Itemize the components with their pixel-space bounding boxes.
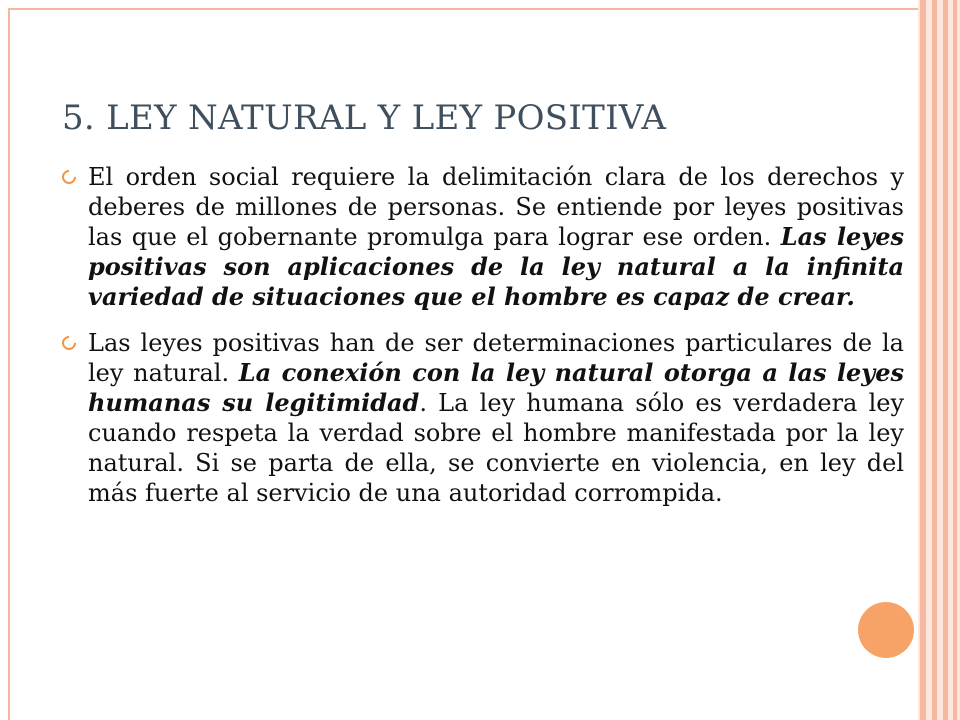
stripe-2 (932, 0, 937, 720)
decorative-accent-dot (858, 602, 914, 658)
stripe-1 (920, 0, 926, 720)
slide-title: 5. LEY NATURAL Y LEY POSITIVA (62, 98, 667, 138)
bullet-item-2 (62, 328, 904, 508)
slide-body (62, 162, 904, 524)
stripe-4 (953, 0, 957, 720)
bullet-2-text-b: . La ley humana sólo es verdadera ley cuando respeta la verdad sobre el hombre manifestada por la ley natural. Si se parta de ella, se convierte en violencia, en ley del más fuerte al servicio de una autoridad corrompida. (88, 389, 905, 507)
bullet-item-1 (62, 162, 904, 312)
decorative-stripes (918, 0, 960, 720)
open-circle-bullet-icon (59, 167, 79, 187)
bullet-2-text-a: Las leyes positivas han de ser determinaciones particulares de la ley natural. (88, 329, 904, 387)
bullet-1-emphasis: Las leyes positivas son aplicaciones de la ley natural a la infinita variedad de situaciones que el hombre es capaz de crear. (88, 222, 905, 311)
open-circle-bullet-icon (59, 333, 79, 353)
bullet-1-text: El orden social requiere la delimitación clara de los derechos y deberes de millones de personas. Se entiende por leyes positivas las que el gobernante promulga para lograr ese orden. (88, 163, 904, 251)
stripe-3 (943, 0, 948, 720)
bullet-2-emphasis: La conexión con la ley natural otorga a las leyes humanas su legitimidad (88, 358, 905, 417)
